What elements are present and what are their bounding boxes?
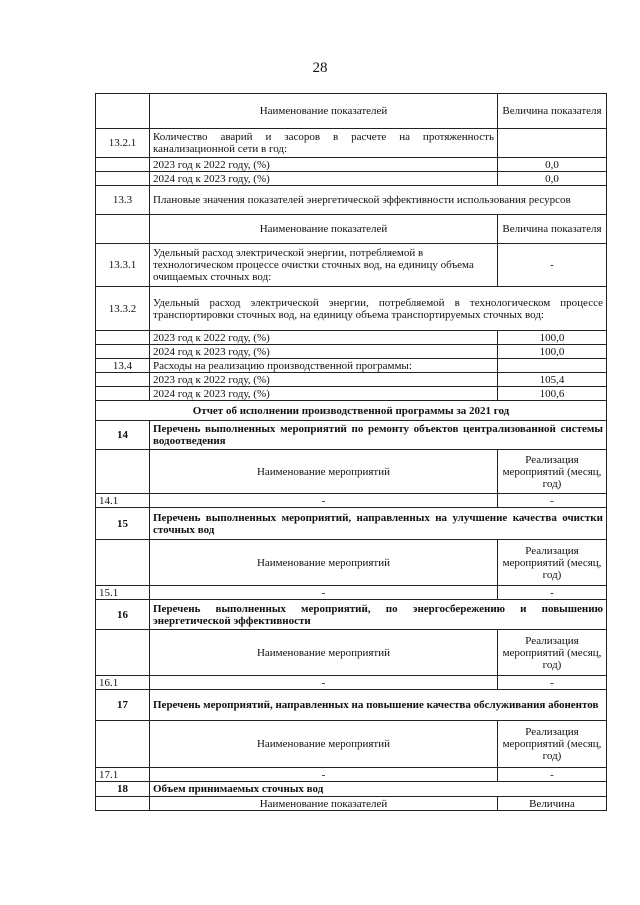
row-value: - [498, 244, 607, 287]
row-value [498, 129, 607, 158]
subheader-value: Величина показателя [498, 215, 607, 244]
row-value [498, 359, 607, 373]
row-number [96, 450, 150, 494]
row-value: 105,4 [498, 373, 607, 387]
header-name-cell: Наименование показателей [150, 797, 498, 811]
row-value: 0,0 [498, 158, 607, 172]
row-text: 2023 год к 2022 году, (%) [150, 331, 498, 345]
table-row [96, 494, 607, 508]
row-text: - [150, 494, 498, 508]
table-row [96, 186, 607, 215]
indicators-table [95, 93, 607, 811]
document-table-wrapper [95, 93, 606, 811]
table-row [96, 586, 607, 600]
section-title-row [96, 508, 607, 540]
header-name-cell: Наименование показателей [150, 94, 498, 129]
table-row [96, 158, 607, 172]
row-number [96, 158, 150, 172]
section-number: 16 [96, 600, 150, 630]
measures-header-row [96, 450, 607, 494]
row-text: - [150, 676, 498, 690]
row-value: - [498, 676, 607, 690]
table-row [96, 387, 607, 401]
row-number: 13.3.1 [96, 244, 150, 287]
table-row [96, 676, 607, 690]
table-row [96, 244, 607, 287]
section-number: 14 [96, 421, 150, 450]
section-title-row [96, 690, 607, 721]
table-row [96, 359, 607, 373]
table-row [96, 768, 607, 782]
subheader-name: Наименование показателей [150, 215, 498, 244]
section-title: Перечень выполненных мероприятий, направленных на улучшение качества очистки сточных вод [150, 508, 607, 540]
row-number [96, 540, 150, 586]
row-number [96, 797, 150, 811]
row-number [96, 721, 150, 768]
section-number: 17 [96, 690, 150, 721]
row-number [96, 172, 150, 186]
row-text: Количество аварий и засоров в расчете на протяженность канализационной сети в год: [150, 129, 498, 158]
section-number: 15 [96, 508, 150, 540]
row-text: 2023 год к 2022 году, (%) [150, 158, 498, 172]
section-title: Объем принимаемых сточных вод [150, 782, 607, 797]
section-title: Перечень выполненных мероприятий по ремонту объектов централизованной системы водоотведения [150, 421, 607, 450]
row-number: 13.3.2 [96, 287, 150, 331]
measures-header-name: Наименование мероприятий [150, 721, 498, 768]
row-number [96, 373, 150, 387]
row-number [96, 387, 150, 401]
report-title: Отчет об исполнении производственной программы за 2021 год [96, 401, 607, 421]
table-header-row [96, 797, 607, 811]
row-text: - [150, 768, 498, 782]
measures-header-name: Наименование мероприятий [150, 540, 498, 586]
row-number: 16.1 [96, 676, 150, 690]
row-number: 17.1 [96, 768, 150, 782]
row-text: 2023 год к 2022 году, (%) [150, 373, 498, 387]
row-value: 100,0 [498, 331, 607, 345]
measures-header-name: Наименование мероприятий [150, 450, 498, 494]
row-number: 13.4 [96, 359, 150, 373]
measures-header-value: Реализация мероприятий (месяц, год) [498, 540, 607, 586]
section-title: Перечень выполненных мероприятий, по энергосбережению и повышению энергетической эффективности [150, 600, 607, 630]
table-row [96, 345, 607, 359]
row-text: Плановые значения показателей энергетической эффективности использования ресурсов [150, 186, 607, 215]
row-number [96, 630, 150, 676]
table-row [96, 172, 607, 186]
row-value: - [498, 586, 607, 600]
measures-header-value: Реализация мероприятий (месяц, год) [498, 630, 607, 676]
section-title-row [96, 421, 607, 450]
row-text: Удельный расход электрической энергии, потребляемой в технологическом процессе очистки сточных вод, на единицу объема очищаемых сточных вод: [150, 244, 498, 287]
section-number: 18 [96, 782, 150, 797]
report-title-row [96, 401, 607, 421]
row-text: - [150, 586, 498, 600]
header-num-cell [96, 94, 150, 129]
row-text: Расходы на реализацию производственной программы: [150, 359, 498, 373]
section-title-row [96, 600, 607, 630]
row-text: Удельный расход электрической энергии, потребляемой в технологическом процессе транспортировки сточных вод, на единицу объема транспортируемых сточных вод: [150, 287, 607, 331]
row-number: 15.1 [96, 586, 150, 600]
row-number: 13.2.1 [96, 129, 150, 158]
row-text: 2024 год к 2023 году, (%) [150, 172, 498, 186]
measures-header-row [96, 721, 607, 768]
row-number: 13.3 [96, 186, 150, 215]
row-value: - [498, 494, 607, 508]
row-number [96, 331, 150, 345]
row-number [96, 215, 150, 244]
table-row [96, 287, 607, 331]
section-title-row [96, 782, 607, 797]
section-title: Перечень мероприятий, направленных на повышение качества обслуживания абонентов [150, 690, 607, 721]
measures-header-row [96, 630, 607, 676]
header-value-cell: Величина показателя [498, 94, 607, 129]
table-row [96, 129, 607, 158]
measures-header-value: Реализация мероприятий (месяц, год) [498, 450, 607, 494]
row-value: - [498, 768, 607, 782]
row-text: 2024 год к 2023 году, (%) [150, 387, 498, 401]
row-value: 0,0 [498, 172, 607, 186]
measures-header-row [96, 540, 607, 586]
row-value: 100,6 [498, 387, 607, 401]
row-number [96, 345, 150, 359]
row-number: 14.1 [96, 494, 150, 508]
header-value-cell: Величина [498, 797, 607, 811]
table-header-row [96, 94, 607, 129]
page-number: 28 [312, 60, 328, 76]
table-row [96, 331, 607, 345]
measures-header-value: Реализация мероприятий (месяц, год) [498, 721, 607, 768]
row-text: 2024 год к 2023 году, (%) [150, 345, 498, 359]
measures-header-name: Наименование мероприятий [150, 630, 498, 676]
row-value: 100,0 [498, 345, 607, 359]
table-subheader-row [96, 215, 607, 244]
table-row [96, 373, 607, 387]
